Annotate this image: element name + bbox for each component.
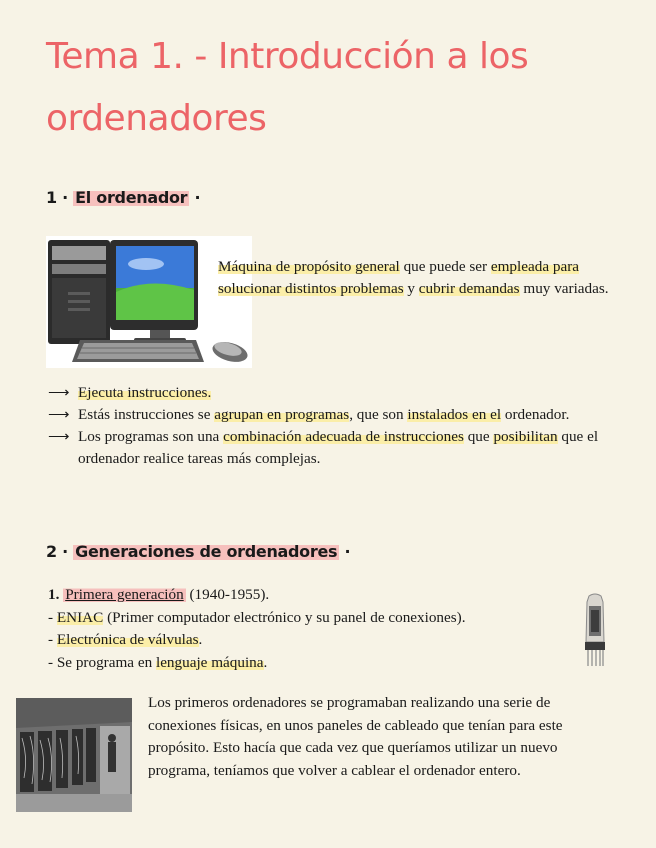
highlighted-text: posibilitan: [493, 428, 558, 445]
section-1-description: [218, 256, 638, 300]
section-1-title: El ordenador: [75, 188, 188, 207]
text-run: que: [463, 428, 494, 445]
highlighted-text: ENIAC: [56, 608, 104, 626]
highlighted-text: instalados en el: [407, 406, 502, 423]
text-run: .: [263, 653, 268, 671]
arrow-icon: ⟶: [48, 406, 70, 423]
text-run: que el ordenador realice tareas más complejas.: [78, 428, 599, 467]
text-run: -: [48, 608, 57, 626]
text-run: -: [48, 631, 57, 648]
text-run: muy variadas.: [519, 280, 609, 297]
bullet-text: [78, 382, 211, 404]
section-1-tail: ·: [189, 188, 201, 207]
arrow-icon: ⟶: [48, 428, 70, 445]
generation-1-list: [48, 584, 588, 674]
text-run: Los programas son una: [78, 428, 224, 445]
highlighted-text: agrupan en programas: [214, 406, 350, 423]
section-1-number: 1 ·: [46, 188, 68, 207]
bullet-item: [48, 404, 608, 426]
generation-1-title: [48, 584, 588, 607]
generation-1-item: [48, 652, 588, 675]
section-2-tail: ·: [339, 542, 351, 561]
vacuum-tube-image: [580, 592, 610, 668]
bullet-item: [48, 382, 608, 404]
highlighted-text: cubrir demandas: [418, 280, 520, 297]
text-run: que puede ser: [399, 258, 491, 275]
generation-1-paragraph: Los primeros ordenadores se programaban realizando una serie de conexiones físicas, en unos paneles de cableado que tenían para este propósito. Esto hacía que cada vez que queríamos utilizar un nuevo programa, teníamos que volver a cablear el ordenador entero.: [148, 694, 563, 779]
generation-1-item: [48, 607, 588, 630]
highlighted-text: lenguaje máquina: [155, 653, 264, 671]
text-run: .: [198, 631, 203, 648]
text-run: ordenador.: [501, 406, 570, 423]
section-1-bullet-list: [48, 382, 608, 470]
text-run: Estás instrucciones se: [78, 406, 215, 423]
bullet-text: [78, 426, 608, 470]
highlighted-text: combinación adecuada de instrucciones: [223, 428, 464, 445]
generation-1-years: (1940-1955).: [185, 586, 270, 603]
generation-1-number: 1.: [48, 586, 60, 603]
bullet-item: [48, 426, 608, 470]
text-run: , que son: [349, 406, 408, 423]
generation-1-item: [48, 629, 588, 652]
section-1-heading: [46, 188, 200, 207]
text-run: (Primer computador electrónico y su panel de conexiones).: [103, 608, 466, 626]
text-run: - Se programa en: [48, 653, 156, 671]
highlighted-text: Electrónica de válvulas: [56, 631, 199, 648]
highlighted-text: empleada para solucionar distintos problemas: [218, 258, 579, 297]
arrow-icon: ⟶: [48, 384, 70, 401]
highlighted-text: Máquina de propósito general: [218, 258, 400, 275]
generation-1-name: Primera generación: [65, 586, 184, 603]
bullet-text: [78, 404, 569, 426]
page-title: Tema 1. - Introducción a los ordenadores: [46, 36, 529, 139]
section-2-title: Generaciones de ordenadores: [75, 542, 338, 561]
highlighted-text: Ejecuta instrucciones.: [78, 384, 212, 401]
section-2-heading: [46, 542, 350, 561]
section-2-number: 2 ·: [46, 542, 68, 561]
text-run: y: [403, 280, 419, 297]
eniac-photo: [16, 698, 132, 812]
